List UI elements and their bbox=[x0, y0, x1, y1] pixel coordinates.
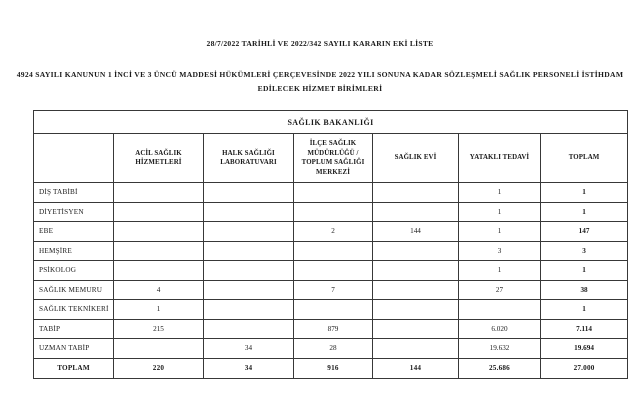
cell: 144 bbox=[373, 222, 459, 242]
cell bbox=[373, 183, 459, 203]
cell bbox=[294, 241, 373, 261]
header-yatakli-tedavi: YATAKLI TEDAVİ bbox=[459, 134, 541, 183]
table-total-row bbox=[34, 358, 628, 378]
cell-total: 1 bbox=[541, 261, 628, 281]
cell: 2 bbox=[294, 222, 373, 242]
cell: 19.632 bbox=[459, 339, 541, 359]
table-row bbox=[34, 280, 628, 300]
row-label: EBE bbox=[34, 222, 114, 242]
table-row bbox=[34, 202, 628, 222]
cell: 7 bbox=[294, 280, 373, 300]
row-label: DİŞ TABİBİ bbox=[34, 183, 114, 203]
cell: 1 bbox=[459, 222, 541, 242]
row-label: PSİKOLOG bbox=[34, 261, 114, 281]
cell bbox=[204, 300, 294, 320]
cell: 27 bbox=[459, 280, 541, 300]
cell bbox=[294, 183, 373, 203]
total-cell: 34 bbox=[204, 358, 294, 378]
total-cell: 220 bbox=[114, 358, 204, 378]
cell bbox=[459, 300, 541, 320]
document-subtitle-line2: EDİLECEK HİZMET BİRİMLERİ bbox=[257, 83, 383, 93]
cell: 879 bbox=[294, 319, 373, 339]
table-row bbox=[34, 183, 628, 203]
header-toplam: TOPLAM bbox=[541, 134, 628, 183]
table-header-row bbox=[34, 134, 628, 183]
cell-total: 38 bbox=[541, 280, 628, 300]
cell: 1 bbox=[459, 183, 541, 203]
cell: 1 bbox=[114, 300, 204, 320]
total-cell-grand: 27.000 bbox=[541, 358, 628, 378]
row-label: SAĞLIK TEKNİKERİ bbox=[34, 300, 114, 320]
document-title: 28/7/2022 TARİHLİ VE 2022/342 SAYILI KARARIN EKİ LİSTE bbox=[206, 39, 434, 48]
cell bbox=[204, 280, 294, 300]
cell bbox=[204, 183, 294, 203]
row-label: SAĞLIK MEMURU bbox=[34, 280, 114, 300]
personnel-table bbox=[33, 110, 628, 379]
cell bbox=[204, 202, 294, 222]
cell bbox=[294, 261, 373, 281]
header-halk-sagligi-laboratuvari: HALK SAĞLIĞI LABORATUVARI bbox=[204, 134, 294, 183]
row-label: HEMŞİRE bbox=[34, 241, 114, 261]
table-row bbox=[34, 261, 628, 281]
cell bbox=[373, 280, 459, 300]
cell: 34 bbox=[204, 339, 294, 359]
cell bbox=[373, 202, 459, 222]
total-row-label: TOPLAM bbox=[34, 358, 114, 378]
total-cell: 25.686 bbox=[459, 358, 541, 378]
cell-total: 147 bbox=[541, 222, 628, 242]
cell bbox=[114, 261, 204, 281]
cell bbox=[114, 339, 204, 359]
cell bbox=[204, 241, 294, 261]
cell-total: 7.114 bbox=[541, 319, 628, 339]
cell bbox=[294, 202, 373, 222]
table-row bbox=[34, 222, 628, 242]
header-empty bbox=[34, 134, 114, 183]
cell-total: 1 bbox=[541, 183, 628, 203]
cell bbox=[373, 241, 459, 261]
cell: 6.020 bbox=[459, 319, 541, 339]
total-cell: 916 bbox=[294, 358, 373, 378]
cell: 1 bbox=[459, 202, 541, 222]
cell bbox=[204, 261, 294, 281]
cell-total: 19.694 bbox=[541, 339, 628, 359]
cell bbox=[373, 261, 459, 281]
table-row bbox=[34, 319, 628, 339]
table-banner: SAĞLIK BAKANLIĞI bbox=[34, 111, 628, 134]
cell-total: 3 bbox=[541, 241, 628, 261]
document-subtitle-line1: 4924 SAYILI KANUNUN 1 İNCİ VE 3 ÜNCÜ MADDESİ HÜKÜMLERİ ÇERÇEVESİNDE 2022 YILI SONUNA KADAR SÖZLEŞMELİ SAĞLIK PERSONELİ İSTİHDAM bbox=[16, 70, 624, 79]
cell bbox=[373, 339, 459, 359]
cell-total: 1 bbox=[541, 202, 628, 222]
total-cell: 144 bbox=[373, 358, 459, 378]
row-label: DİYETİSYEN bbox=[34, 202, 114, 222]
cell: 28 bbox=[294, 339, 373, 359]
cell bbox=[373, 300, 459, 320]
table-row bbox=[34, 300, 628, 320]
cell bbox=[114, 241, 204, 261]
row-label: UZMAN TABİP bbox=[34, 339, 114, 359]
cell bbox=[373, 319, 459, 339]
cell bbox=[204, 319, 294, 339]
cell-total: 1 bbox=[541, 300, 628, 320]
cell bbox=[294, 300, 373, 320]
row-label: TABİP bbox=[34, 319, 114, 339]
cell bbox=[114, 222, 204, 242]
cell bbox=[114, 202, 204, 222]
cell: 215 bbox=[114, 319, 204, 339]
cell: 1 bbox=[459, 261, 541, 281]
table-row bbox=[34, 241, 628, 261]
header-acil-saglik-hizmetleri: ACİL SAĞLIK HİZMETLERİ bbox=[114, 134, 204, 183]
cell: 3 bbox=[459, 241, 541, 261]
header-saglik-evi: SAĞLIK EVİ bbox=[373, 134, 459, 183]
header-ilce-saglik-mudurlugu: İLÇE SAĞLIK MÜDÜRLÜĞÜ / TOPLUM SAĞLIĞI MERKEZİ bbox=[294, 134, 373, 183]
table-row bbox=[34, 339, 628, 359]
document-subtitle bbox=[0, 68, 640, 95]
cell: 4 bbox=[114, 280, 204, 300]
table-banner-row bbox=[34, 111, 628, 134]
cell bbox=[204, 222, 294, 242]
cell bbox=[114, 183, 204, 203]
